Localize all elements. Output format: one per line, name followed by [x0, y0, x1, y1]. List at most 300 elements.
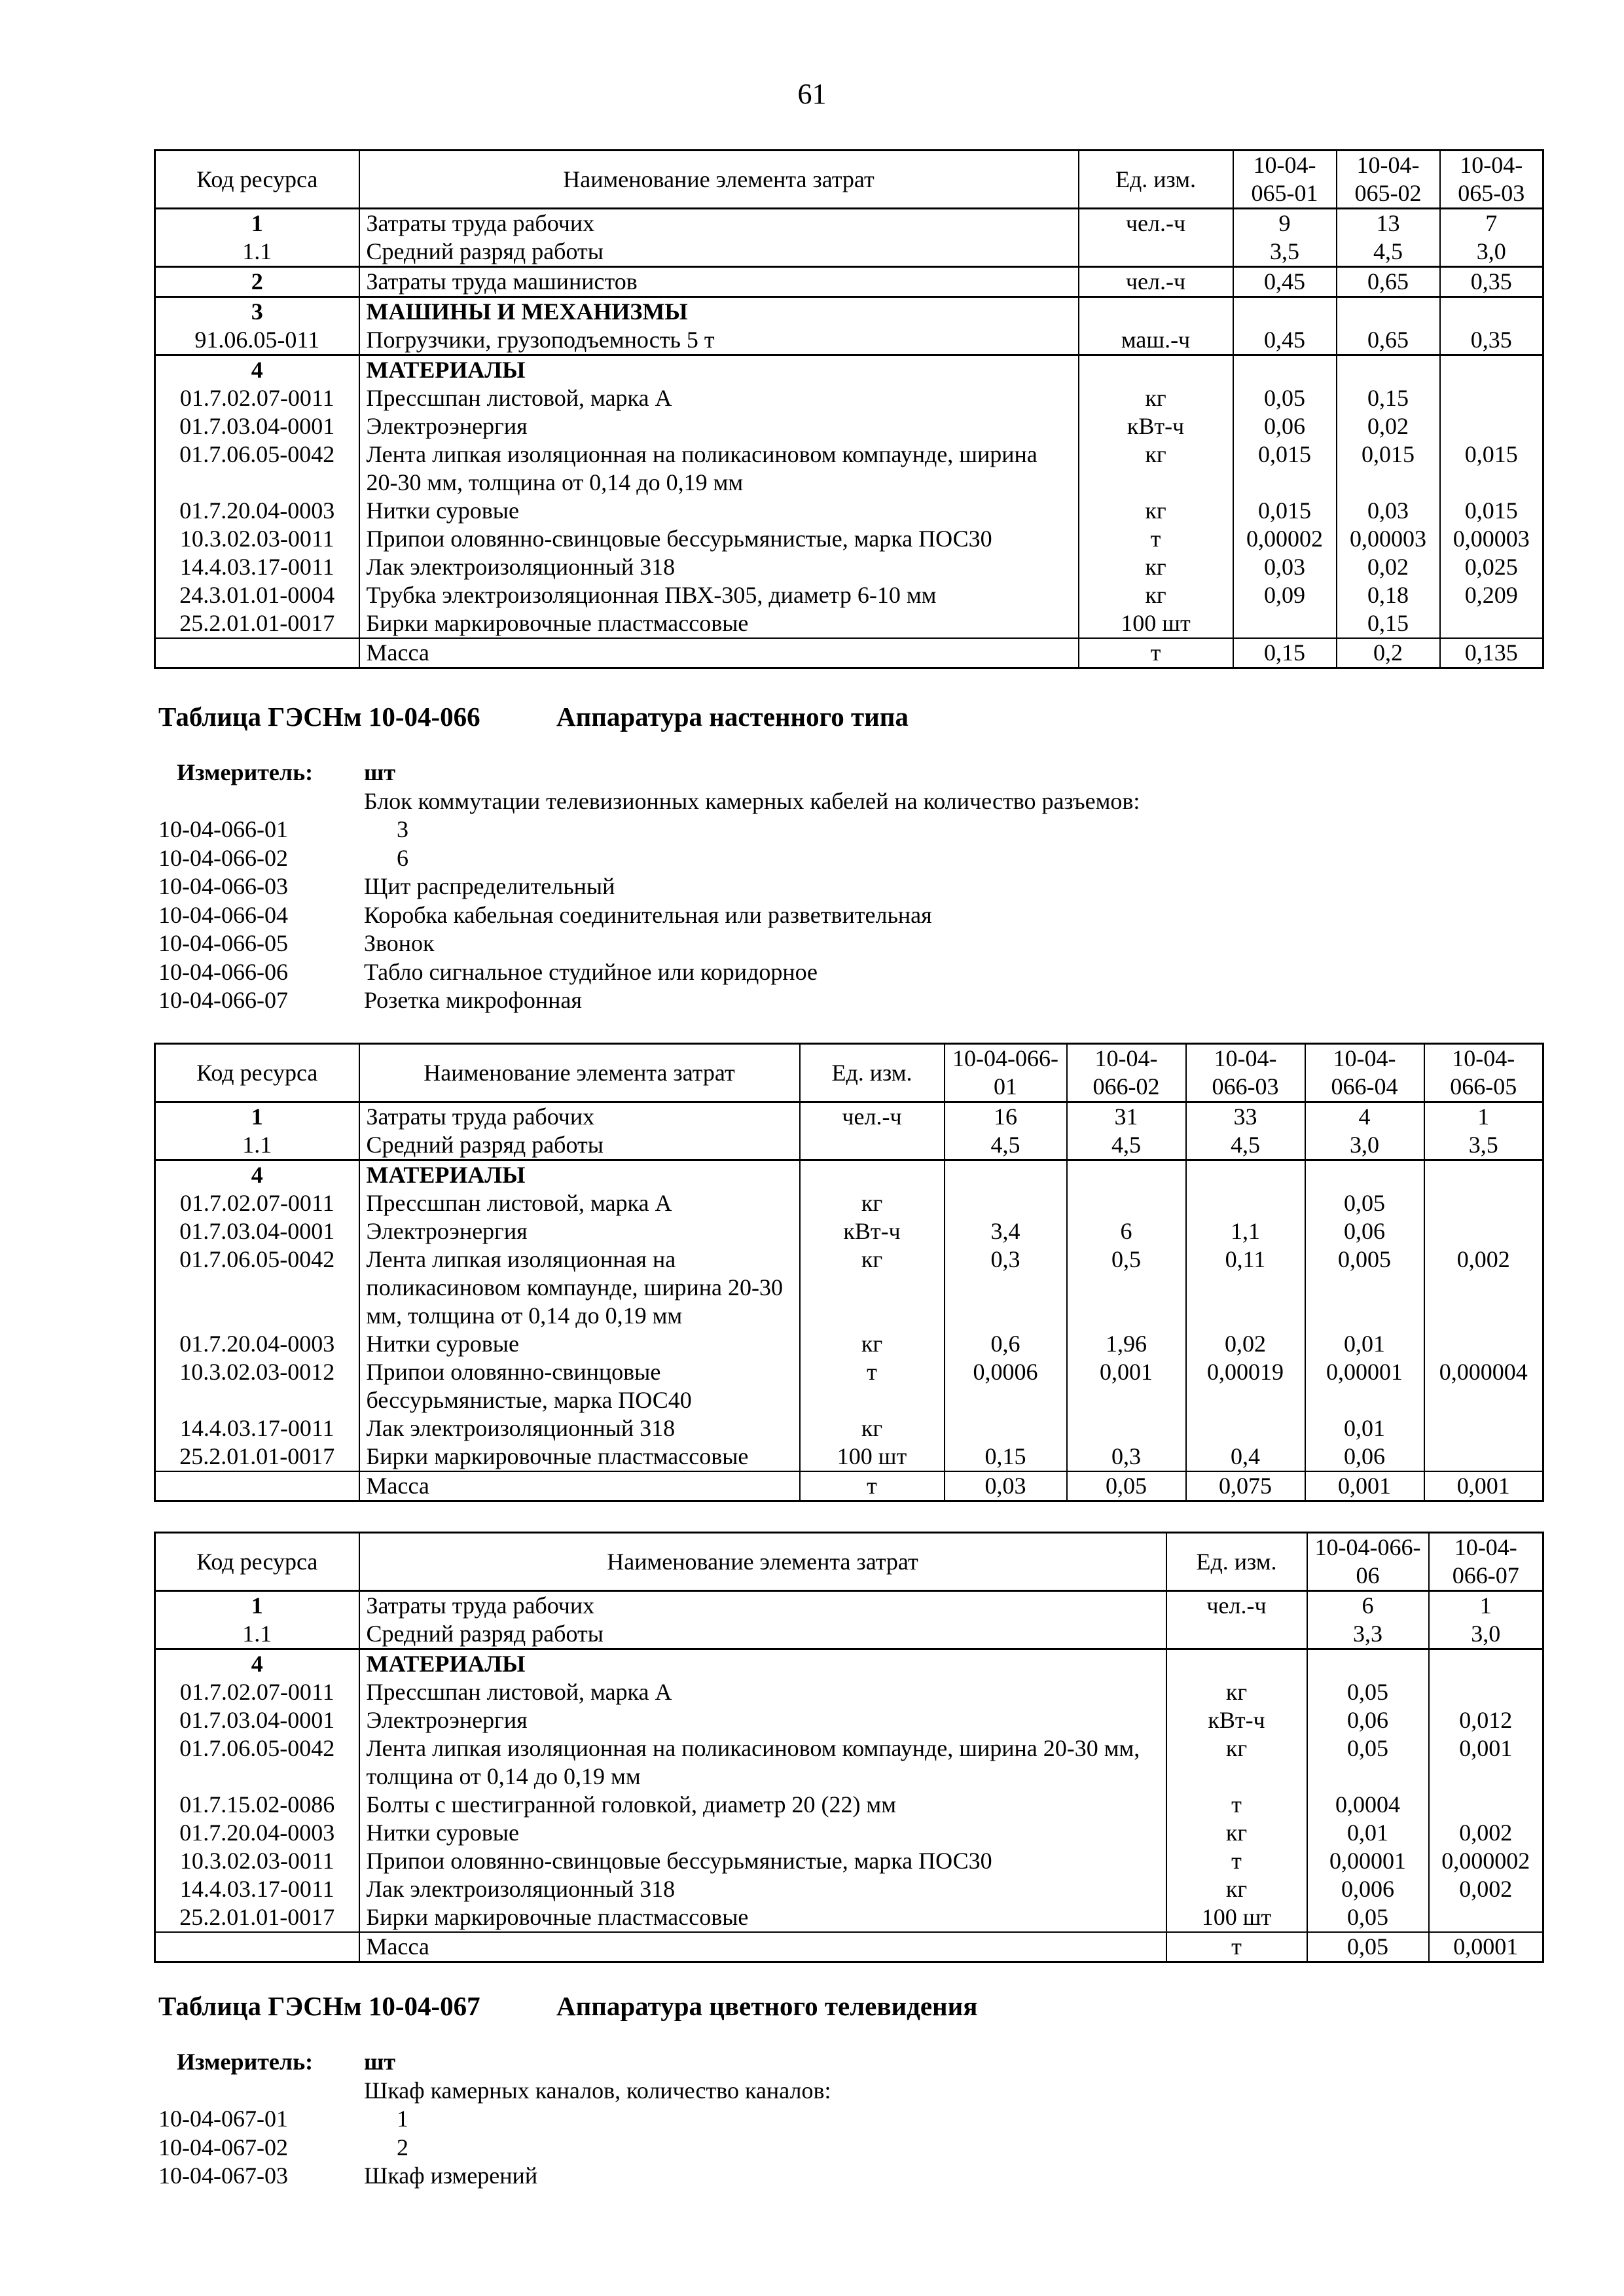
resource-name: Бирки маркировочные пластмассовые — [359, 1443, 800, 1471]
norm-value: 0,35 — [1440, 326, 1543, 355]
norm-value: 0,05 — [1307, 1903, 1429, 1932]
table-row — [155, 1620, 1543, 1649]
norm-value — [1233, 297, 1337, 327]
norm-value — [945, 1160, 1067, 1190]
resource-code: 25.2.01.01-0017 — [155, 609, 359, 638]
norm-value — [1440, 412, 1543, 440]
resource-unit: кг — [800, 1246, 945, 1330]
resource-code: 01.7.02.07-0011 — [155, 384, 359, 412]
norm-value: 1,1 — [1186, 1217, 1305, 1246]
norm-value: 16 — [945, 1102, 1067, 1132]
norm-value: 0,0004 — [1307, 1791, 1429, 1819]
norm-value: 4,5 — [1337, 238, 1440, 267]
resource-code: 4 — [155, 1649, 359, 1679]
norm-value: 0,001 — [1067, 1358, 1186, 1414]
resource-code: 14.4.03.17-0011 — [155, 1414, 359, 1443]
norm-value: 0,01 — [1307, 1819, 1429, 1847]
resource-code: 01.7.06.05-0042 — [155, 1246, 359, 1330]
header-code: Код ресурса — [155, 1533, 359, 1591]
table-row — [155, 1706, 1543, 1734]
norm-code: 10-04-067-01 — [158, 2106, 288, 2132]
norm-value: 7 — [1440, 209, 1543, 238]
resource-code: 01.7.02.07-0011 — [155, 1678, 359, 1706]
header-unit: Ед. изм. — [1166, 1533, 1307, 1591]
norm-value — [1337, 297, 1440, 327]
norm-value: 0,15 — [945, 1443, 1067, 1471]
norm-description: Коробка кабельная соединительная или разветвительная — [364, 901, 932, 928]
norm-value: 0,00003 — [1440, 525, 1543, 553]
table-title-name: Аппаратура цветного телевидения — [556, 1991, 978, 2021]
resource-code: 2 — [155, 267, 359, 297]
norm-value: 0,0006 — [945, 1358, 1067, 1414]
norm-value — [1307, 1649, 1429, 1679]
resource-code: 10.3.02.03-0011 — [155, 525, 359, 553]
norm-value: 0,05 — [1307, 1734, 1429, 1791]
table-title-name: Аппаратура настенного типа — [556, 702, 909, 732]
resource-unit — [1079, 297, 1233, 327]
table-row — [155, 1734, 1543, 1791]
header-norm: 10-04-066-06 — [1307, 1533, 1429, 1591]
resource-unit: чел.-ч — [800, 1102, 945, 1132]
resource-unit: чел.-ч — [1079, 209, 1233, 238]
norm-value: 0,015 — [1233, 440, 1337, 497]
meter-value: шт — [364, 759, 396, 785]
resource-name: Лента липкая изоляционная на поликасиновом компаунде, ширина 20-30 мм, толщина от 0,14 до 0,19 мм — [359, 1734, 1166, 1791]
norm-value: 0,3 — [1067, 1443, 1186, 1471]
norm-code: 10-04-066-06 — [158, 958, 288, 985]
norm-value: 0,6 — [945, 1330, 1067, 1358]
table-row — [155, 581, 1543, 609]
norm-code: 10-04-066-02 — [158, 844, 288, 871]
resource-name: Затраты труда рабочих — [359, 209, 1079, 238]
resource-unit — [1079, 355, 1233, 385]
norm-code: 10-04-067-02 — [158, 2134, 288, 2161]
norm-value: 0,002 — [1429, 1819, 1543, 1847]
mass-row — [155, 638, 1543, 668]
resource-code — [155, 638, 359, 668]
norm-value: 0,05 — [1233, 384, 1337, 412]
resource-unit — [1079, 238, 1233, 267]
resource-code: 01.7.02.07-0011 — [155, 1189, 359, 1217]
norm-value — [1424, 1330, 1543, 1358]
norm-value: 0,025 — [1440, 553, 1543, 581]
resource-code: 10.3.02.03-0012 — [155, 1358, 359, 1414]
table-row — [155, 1330, 1543, 1358]
norm-value: 6 — [1307, 1591, 1429, 1621]
norm-value: 0,015 — [1337, 440, 1440, 497]
norm-value: 0,075 — [1186, 1471, 1305, 1501]
resource-unit: 100 шт — [1079, 609, 1233, 638]
section-row — [155, 297, 1543, 327]
norm-code: 10-04-066-03 — [158, 873, 288, 899]
table-row — [155, 525, 1543, 553]
resource-unit: кВт-ч — [800, 1217, 945, 1246]
resource-name: Электроэнергия — [359, 412, 1079, 440]
norm-value: 3,0 — [1440, 238, 1543, 267]
table-row — [155, 267, 1543, 297]
meter-label: Измеритель: — [177, 759, 314, 785]
table-row — [155, 384, 1543, 412]
norm-value: 31 — [1067, 1102, 1186, 1132]
resource-name: Лента липкая изоляционная на поликасиновом компаунде, ширина 20-30 мм, толщина от 0,14 до 0,19 мм — [359, 1246, 800, 1330]
norm-value: 0,15 — [1337, 609, 1440, 638]
norm-value: 1 — [1424, 1102, 1543, 1132]
resource-name: Нитки суровые — [359, 1330, 800, 1358]
norm-value: 0,015 — [1233, 497, 1337, 525]
resource-unit: кг — [1166, 1734, 1307, 1791]
section-row — [155, 1649, 1543, 1679]
norm-value: 3,0 — [1305, 1131, 1424, 1160]
norm-description: Щит распределительный — [364, 873, 615, 899]
norm-description: 1 — [397, 2106, 408, 2132]
meter-intro: Шкаф камерных каналов, количество каналов: — [364, 2077, 831, 2104]
norm-code: 10-04-066-04 — [158, 901, 288, 928]
resource-unit: кг — [1166, 1678, 1307, 1706]
norm-value: 0,03 — [945, 1471, 1067, 1501]
norm-value — [1067, 1160, 1186, 1190]
norm-value: 0,18 — [1337, 581, 1440, 609]
resource-code: 01.7.20.04-0003 — [155, 1819, 359, 1847]
resource-name: Затраты труда машинистов — [359, 267, 1079, 297]
resource-unit — [1166, 1620, 1307, 1649]
norm-description: Звонок — [364, 930, 435, 956]
norm-value: 0,5 — [1067, 1246, 1186, 1330]
norm-value — [1186, 1160, 1305, 1190]
resource-name: Бирки маркировочные пластмассовые — [359, 1903, 1166, 1932]
norm-value: 0,00001 — [1307, 1847, 1429, 1875]
table-row — [155, 1414, 1543, 1443]
norm-value: 0,002 — [1429, 1875, 1543, 1903]
resource-code: 01.7.20.04-0003 — [155, 1330, 359, 1358]
resource-table-066a — [154, 1043, 1544, 1502]
norm-value: 0,06 — [1307, 1706, 1429, 1734]
resource-unit: т — [1166, 1932, 1307, 1962]
resource-code: 24.3.01.01-0004 — [155, 581, 359, 609]
mass-row — [155, 1932, 1543, 1962]
norm-value: 0,006 — [1307, 1875, 1429, 1903]
norm-value — [945, 1414, 1067, 1443]
mass-row — [155, 1471, 1543, 1501]
norm-value — [1424, 1160, 1543, 1190]
table-title — [158, 701, 909, 732]
resource-name: Трубка электроизоляционная ПВХ-305, диаметр 6-10 мм — [359, 581, 1079, 609]
table-row — [155, 1102, 1543, 1132]
section-row — [155, 1160, 1543, 1190]
norm-value: 0,03 — [1337, 497, 1440, 525]
resource-name: Нитки суровые — [359, 497, 1079, 525]
norm-value: 0,45 — [1233, 326, 1337, 355]
resource-unit: кг — [1166, 1875, 1307, 1903]
resource-name: Прессшпан листовой, марка А — [359, 1678, 1166, 1706]
norm-value: 0,015 — [1440, 440, 1543, 497]
norm-value: 0,11 — [1186, 1246, 1305, 1330]
norm-value: 0,03 — [1233, 553, 1337, 581]
norm-value: 0,2 — [1337, 638, 1440, 668]
header-norm: 10-04-066-01 — [945, 1044, 1067, 1102]
table-row — [155, 1847, 1543, 1875]
resource-unit: кг — [1079, 440, 1233, 497]
resource-code: 1.1 — [155, 238, 359, 267]
norm-value: 4,5 — [945, 1131, 1067, 1160]
norm-value: 0,001 — [1305, 1471, 1424, 1501]
norm-value: 0,02 — [1186, 1330, 1305, 1358]
norm-value: 9 — [1233, 209, 1337, 238]
resource-unit: т — [1166, 1791, 1307, 1819]
norm-value: 0,05 — [1067, 1471, 1186, 1501]
header-code: Код ресурса — [155, 151, 359, 209]
norm-value: 0,4 — [1186, 1443, 1305, 1471]
norm-value — [1440, 384, 1543, 412]
norm-value: 4,5 — [1186, 1131, 1305, 1160]
resource-name: Бирки маркировочные пластмассовые — [359, 609, 1079, 638]
table-row — [155, 609, 1543, 638]
resource-code — [155, 1932, 359, 1962]
table-row — [155, 1246, 1543, 1330]
resource-code: 01.7.06.05-0042 — [155, 1734, 359, 1791]
resource-unit: т — [1079, 525, 1233, 553]
resource-code: 25.2.01.01-0017 — [155, 1443, 359, 1471]
table-title-code: Таблица ГЭСНм 10-04-067 — [158, 1991, 480, 2021]
norm-value: 1 — [1429, 1591, 1543, 1621]
resource-unit — [800, 1131, 945, 1160]
table-row — [155, 1875, 1543, 1903]
table-row — [155, 440, 1543, 497]
norm-value: 0,209 — [1440, 581, 1543, 609]
norm-description: 6 — [397, 844, 408, 871]
norm-value: 1,96 — [1067, 1330, 1186, 1358]
table-row — [155, 1903, 1543, 1932]
header-norm: 10-04-065-03 — [1440, 151, 1543, 209]
resource-code: 3 — [155, 297, 359, 327]
table-row — [155, 1189, 1543, 1217]
resource-unit: 100 шт — [800, 1443, 945, 1471]
table-row — [155, 1358, 1543, 1414]
resource-unit — [1166, 1649, 1307, 1679]
section-row — [155, 355, 1543, 385]
table-row — [155, 238, 1543, 267]
norm-value: 33 — [1186, 1102, 1305, 1132]
norm-value: 4 — [1305, 1102, 1424, 1132]
resource-unit: чел.-ч — [1166, 1591, 1307, 1621]
meter-label: Измеритель: — [177, 2049, 314, 2075]
norm-value: 3,5 — [1233, 238, 1337, 267]
norm-description: Шкаф измерений — [364, 2162, 538, 2189]
resource-name: Болты с шестигранной головкой, диаметр 20 (22) мм — [359, 1791, 1166, 1819]
resource-table-066b — [154, 1532, 1544, 1963]
resource-unit — [800, 1160, 945, 1190]
norm-value: 0,65 — [1337, 267, 1440, 297]
resource-code: 10.3.02.03-0011 — [155, 1847, 359, 1875]
norm-value: 0,00002 — [1233, 525, 1337, 553]
resource-name: Масса — [359, 1932, 1166, 1962]
norm-value — [1424, 1443, 1543, 1471]
resource-code: 1 — [155, 1102, 359, 1132]
norm-value — [1067, 1189, 1186, 1217]
norm-value: 0,06 — [1233, 412, 1337, 440]
table-row — [155, 1791, 1543, 1819]
resource-code: 91.06.05-011 — [155, 326, 359, 355]
header-name: Наименование элемента затрат — [359, 1044, 800, 1102]
resource-name: Прессшпан листовой, марка А — [359, 1189, 800, 1217]
resource-name: Масса — [359, 638, 1079, 668]
resource-unit: 100 шт — [1166, 1903, 1307, 1932]
norm-value: 0,02 — [1337, 553, 1440, 581]
norm-value — [945, 1189, 1067, 1217]
resource-unit: кг — [800, 1189, 945, 1217]
norm-value: 0,15 — [1233, 638, 1337, 668]
table-row — [155, 1131, 1543, 1160]
norm-value: 13 — [1337, 209, 1440, 238]
norm-value — [1429, 1649, 1543, 1679]
norm-code: 10-04-066-05 — [158, 930, 288, 956]
resource-unit: кг — [800, 1330, 945, 1358]
resource-code — [155, 1471, 359, 1501]
resource-name: МАТЕРИАЛЫ — [359, 355, 1079, 385]
meter-value: шт — [364, 2049, 396, 2075]
norm-value: 0,000004 — [1424, 1358, 1543, 1414]
resource-unit: кг — [1079, 384, 1233, 412]
norm-value: 0,09 — [1233, 581, 1337, 609]
resource-unit: кВт-ч — [1166, 1706, 1307, 1734]
norm-value: 4,5 — [1067, 1131, 1186, 1160]
norm-value — [1067, 1414, 1186, 1443]
resource-code: 01.7.03.04-0001 — [155, 1706, 359, 1734]
table-row — [155, 412, 1543, 440]
resource-code: 25.2.01.01-0017 — [155, 1903, 359, 1932]
norm-value: 6 — [1067, 1217, 1186, 1246]
norm-value: 3,3 — [1307, 1620, 1429, 1649]
norm-value — [1440, 355, 1543, 385]
norm-value — [1424, 1217, 1543, 1246]
resource-name: Припои оловянно-свинцовые бессурьмянистые, марка ПОС40 — [359, 1358, 800, 1414]
resource-name: МАШИНЫ И МЕХАНИЗМЫ — [359, 297, 1079, 327]
table-row — [155, 1678, 1543, 1706]
norm-description: Розетка микрофонная — [364, 987, 582, 1013]
norm-value — [1186, 1414, 1305, 1443]
resource-unit: кг — [1079, 581, 1233, 609]
norm-value — [1233, 609, 1337, 638]
resource-unit: кВт-ч — [1079, 412, 1233, 440]
header-norm: 10-04-065-02 — [1337, 151, 1440, 209]
resource-code: 1 — [155, 1591, 359, 1621]
norm-value: 0,35 — [1440, 267, 1543, 297]
table-row — [155, 1819, 1543, 1847]
norm-value: 0,015 — [1440, 497, 1543, 525]
norm-value: 0,15 — [1337, 384, 1440, 412]
resource-name: Прессшпан листовой, марка А — [359, 384, 1079, 412]
header-norm: 10-04-066-04 — [1305, 1044, 1424, 1102]
resource-name: Лак электроизоляционный 318 — [359, 553, 1079, 581]
header-unit: Ед. изм. — [800, 1044, 945, 1102]
resource-code: 1.1 — [155, 1131, 359, 1160]
norm-value: 0,65 — [1337, 326, 1440, 355]
meter-intro: Блок коммутации телевизионных камерных кабелей на количество разъемов: — [364, 787, 1140, 814]
resource-name: Припои оловянно-свинцовые бессурьмянистые, марка ПОС30 — [359, 1847, 1166, 1875]
table-title — [158, 1990, 978, 2022]
norm-value: 0,06 — [1305, 1443, 1424, 1471]
header-name: Наименование элемента затрат — [359, 151, 1079, 209]
resource-name: МАТЕРИАЛЫ — [359, 1160, 800, 1190]
norm-value: 3,5 — [1424, 1131, 1543, 1160]
norm-value — [1429, 1678, 1543, 1706]
header-name: Наименование элемента затрат — [359, 1533, 1166, 1591]
norm-value: 0,05 — [1307, 1678, 1429, 1706]
norm-value: 0,012 — [1429, 1706, 1543, 1734]
table-row — [155, 1591, 1543, 1621]
resource-table-065 — [154, 149, 1544, 669]
resource-unit: кг — [1079, 553, 1233, 581]
norm-code: 10-04-066-01 — [158, 816, 288, 842]
norm-value — [1233, 355, 1337, 385]
resource-name: Лак электроизоляционный 318 — [359, 1414, 800, 1443]
resource-name: Погрузчики, грузоподъемность 5 т — [359, 326, 1079, 355]
norm-value: 0,45 — [1233, 267, 1337, 297]
norm-value — [1337, 355, 1440, 385]
norm-description: 3 — [397, 816, 408, 842]
resource-code: 01.7.15.02-0086 — [155, 1791, 359, 1819]
norm-value: 0,01 — [1305, 1414, 1424, 1443]
table-row — [155, 326, 1543, 355]
norm-value: 0,002 — [1424, 1246, 1543, 1330]
norm-value: 0,05 — [1305, 1189, 1424, 1217]
norm-value — [1305, 1160, 1424, 1190]
resource-name: Припои оловянно-свинцовые бессурьмянистые, марка ПОС30 — [359, 525, 1079, 553]
resource-name: МАТЕРИАЛЫ — [359, 1649, 1166, 1679]
norm-value: 0,001 — [1429, 1734, 1543, 1791]
norm-value: 0,00003 — [1337, 525, 1440, 553]
norm-value — [1429, 1791, 1543, 1819]
norm-value — [1186, 1189, 1305, 1217]
table-row — [155, 1217, 1543, 1246]
norm-value: 0,000002 — [1429, 1847, 1543, 1875]
table-row — [155, 497, 1543, 525]
resource-name: Масса — [359, 1471, 800, 1501]
resource-unit: т — [1079, 638, 1233, 668]
resource-name: Затраты труда рабочих — [359, 1591, 1166, 1621]
header-norm: 10-04-066-05 — [1424, 1044, 1543, 1102]
norm-code: 10-04-066-07 — [158, 987, 288, 1013]
norm-value — [1424, 1189, 1543, 1217]
resource-name: Средний разряд работы — [359, 1131, 800, 1160]
header-code: Код ресурса — [155, 1044, 359, 1102]
table-row — [155, 209, 1543, 238]
norm-value — [1429, 1903, 1543, 1932]
norm-value: 0,3 — [945, 1246, 1067, 1330]
resource-unit: кг — [1079, 497, 1233, 525]
resource-code: 01.7.03.04-0001 — [155, 1217, 359, 1246]
norm-value: 0,01 — [1305, 1330, 1424, 1358]
resource-name: Нитки суровые — [359, 1819, 1166, 1847]
norm-value: 0,00001 — [1305, 1358, 1424, 1414]
resource-unit: кг — [800, 1414, 945, 1443]
resource-name: Электроэнергия — [359, 1217, 800, 1246]
header-unit: Ед. изм. — [1079, 151, 1233, 209]
resource-name: Средний разряд работы — [359, 1620, 1166, 1649]
norm-value: 0,005 — [1305, 1246, 1424, 1330]
resource-name: Лак электроизоляционный 318 — [359, 1875, 1166, 1903]
resource-code: 14.4.03.17-0011 — [155, 553, 359, 581]
resource-name: Средний разряд работы — [359, 238, 1079, 267]
resource-code: 01.7.03.04-0001 — [155, 412, 359, 440]
norm-value — [1440, 609, 1543, 638]
norm-value: 0,00019 — [1186, 1358, 1305, 1414]
header-norm: 10-04-066-03 — [1186, 1044, 1305, 1102]
resource-code: 4 — [155, 1160, 359, 1190]
resource-unit: чел.-ч — [1079, 267, 1233, 297]
norm-value: 0,06 — [1305, 1217, 1424, 1246]
resource-code: 1.1 — [155, 1620, 359, 1649]
header-norm: 10-04-066-02 — [1067, 1044, 1186, 1102]
